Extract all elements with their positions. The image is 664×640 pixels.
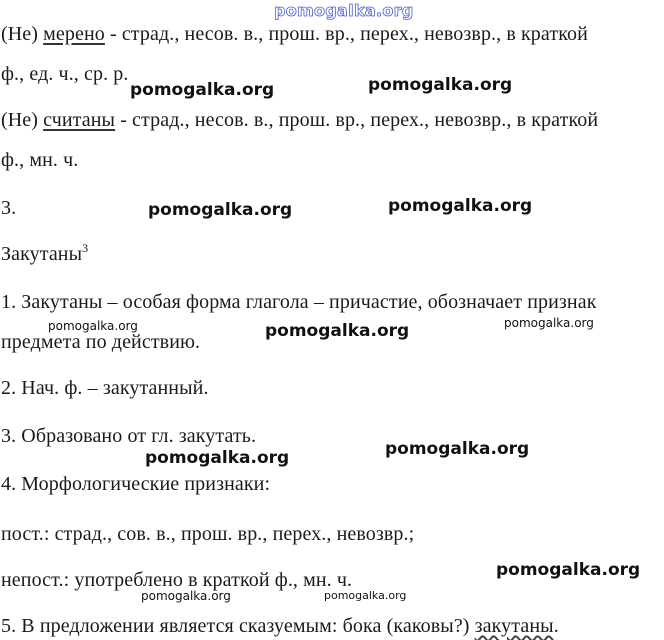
line-3-prefix: (Не) [1,109,44,131]
line-1-prefix: (Не) [1,23,44,45]
line-14-end: . [553,615,559,637]
line-1 [1,22,588,46]
line-2: ф., ед. ч., ср. р. [1,63,129,85]
watermark-1: pomogalka.org [130,80,275,100]
line-13: непост.: употреблено в краткой ф., мн. ч. [1,569,353,591]
footnote-mark: 3 [82,241,89,255]
line-11: 4. Морфологические признаки: [1,473,271,495]
word-zakutany-heading: Закутаны [1,243,83,265]
word-mereno: мерено [43,23,105,45]
line-14-prefix: 5. В предложении является сказуемым: бока (каковы?) [1,615,475,637]
line-5: 3. [1,197,17,219]
line-4: ф., мн. ч. [1,149,79,171]
line-7: 1. Закутаны – особая форма глагола – причастие, обозначает признак [1,291,597,313]
watermark-6: pomogalka.org [265,321,410,341]
line-14 [1,614,559,638]
line-3-rest: - страд., несов. в., прош. вр., перех., невозвр., в краткой [115,109,599,131]
watermark-9: pomogalka.org [385,439,530,459]
word-zakutany-predicate: закутаны [474,615,554,637]
watermark-4: pomogalka.org [388,196,533,216]
watermark-2: pomogalka.org [368,75,513,95]
line-12: пост.: страд., сов. в., прош. вр., перех., невозвр.; [1,523,415,545]
watermark-5: pomogalka.org [48,319,138,333]
word-schitany: считаны [43,109,116,131]
line-8: предмета по действию. [1,331,201,353]
watermark-3: pomogalka.org [148,200,293,220]
watermark-8: pomogalka.org [145,448,290,468]
line-3 [1,108,598,132]
site-watermark-top: pomogalka.org [274,1,414,20]
line-6 [1,242,88,266]
line-10: 3. Образовано от гл. закутать. [1,425,257,447]
watermark-11: pomogalka.org [141,589,231,603]
watermark-7: pomogalka.org [504,316,594,330]
line-1-rest: - страд., несов. в., прош. вр., перех., невозвр., в краткой [104,23,588,45]
watermark-12: pomogalka.org [324,589,407,602]
line-9: 2. Нач. ф. – закутанный. [1,377,209,399]
watermark-10: pomogalka.org [496,560,641,580]
